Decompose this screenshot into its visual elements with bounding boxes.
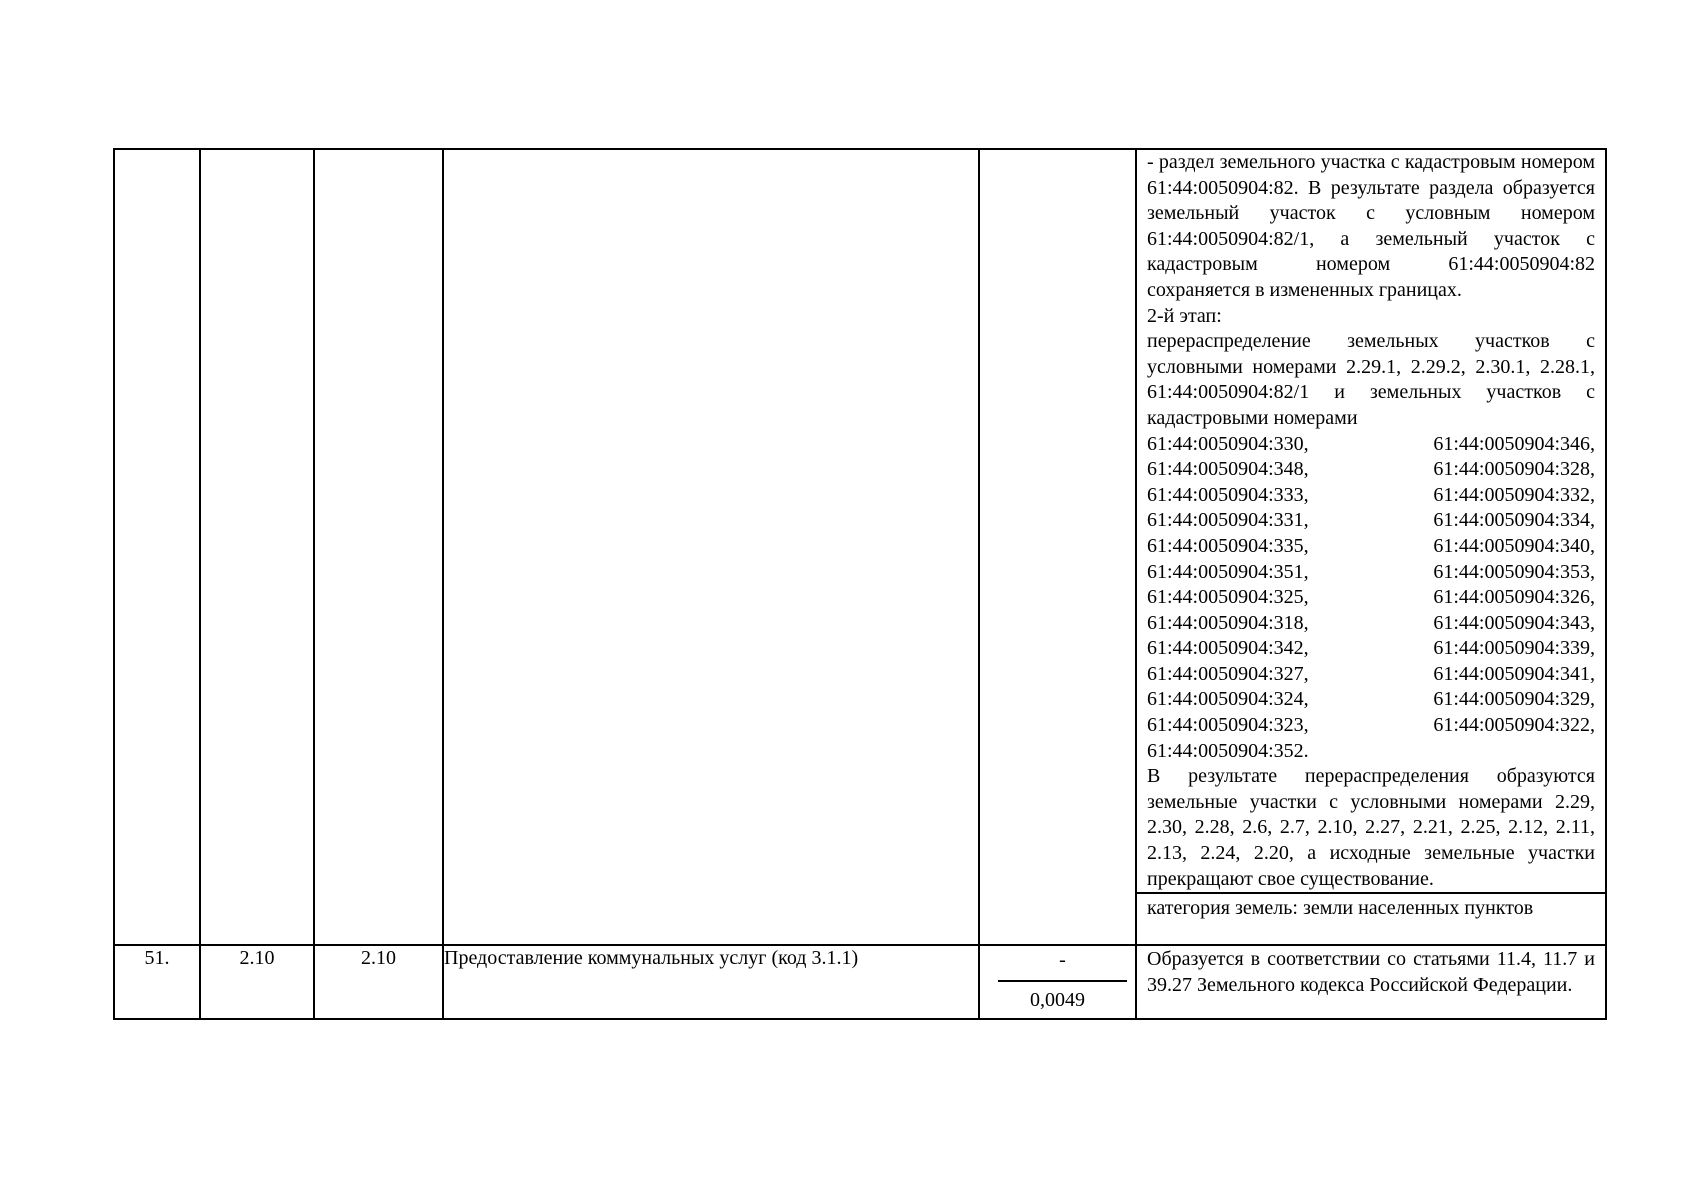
cadastral-row <box>1147 432 1595 458</box>
table-row <box>114 149 1606 945</box>
cadastral-row <box>1147 585 1595 611</box>
cadastral-number: 61:44:0050904:342, <box>1147 637 1309 660</box>
cadastral-number: 61:44:0050904:348, <box>1147 458 1309 481</box>
table-row <box>114 945 1606 1019</box>
cadastral-number: 61:44:0050904:330, <box>1147 432 1309 455</box>
stage2-text: перераспределение земельных участков с условными номерами 2.29.1, 2.29.2, 2.30.1, 2.28.1, 61:44:0050904:82/1 и земельных участков с кадастровыми номерами <box>1147 330 1595 429</box>
formation-description: Образуется в соответствии со статьями 11.4, 11.7 и 39.27 Земельного кодекса Российской Федерации. <box>1147 948 1595 996</box>
cadastral-row <box>1147 713 1595 739</box>
area-new: 0,0049 <box>1030 989 1085 1012</box>
cadastral-number: 61:44:0050904:328, <box>1433 458 1595 481</box>
land-plots-table <box>113 148 1607 1020</box>
cadastral-number: 61:44:0050904:324, <box>1147 688 1309 711</box>
cadastral-row <box>1147 534 1595 560</box>
cadastral-number: 61:44:0050904:329, <box>1433 688 1595 711</box>
cadastral-number: 61:44:0050904:340, <box>1433 534 1595 557</box>
stage1-text: - раздел земельного участка с кадастровым номером 61:44:0050904:82. В результате раздела образуется земельный участок с условным номером 61:44:0050904:82/1, а земельный участок с кадастровым номером 61:44:0050904:82 сохраняется в измененных границах. <box>1147 151 1595 301</box>
area-cell <box>979 945 1136 1019</box>
cadastral-number: 61:44:0050904:334, <box>1433 509 1595 532</box>
permitted-use-cell <box>443 149 979 945</box>
conditional-number-cell <box>200 149 314 945</box>
permitted-use: Предоставление коммунальных услуг (код 3.1.1) <box>443 945 979 1019</box>
cadastral-number: 61:44:0050904:346, <box>1433 432 1595 455</box>
cadastral-number: 61:44:0050904:331, <box>1147 509 1309 532</box>
row-number: 51. <box>114 945 200 1019</box>
cadastral-number: 61:44:0050904:332, <box>1433 483 1595 506</box>
cadastral-number-list <box>1147 432 1595 739</box>
cadastral-number: 61:44:0050904:339, <box>1433 637 1595 660</box>
cadastral-number: 61:44:0050904:333, <box>1147 483 1309 506</box>
cadastral-number: 61:44:0050904:323, <box>1147 714 1309 737</box>
cadastral-number: 61:44:0050904:318, <box>1147 611 1309 634</box>
description-cell <box>1136 149 1606 945</box>
cadastral-row <box>1147 483 1595 509</box>
description-cell <box>1136 945 1606 1019</box>
cadastral-number: 61:44:0050904:343, <box>1433 611 1595 634</box>
cadastral-number: 61:44:0050904:341, <box>1433 662 1595 685</box>
cadastral-number: 61:44:0050904:326, <box>1433 586 1595 609</box>
stage2-heading: 2-й этап: <box>1147 304 1222 327</box>
area-cell <box>979 149 1136 945</box>
area-existing: - <box>998 946 1127 982</box>
cadastral-row <box>1147 508 1595 534</box>
land-category: категория земель: земли населенных пунктов <box>1137 892 1605 944</box>
cadastral-row <box>1147 560 1595 586</box>
cadastral-number: 61:44:0050904:335, <box>1147 534 1309 557</box>
cadastral-number: 61:44:0050904:322, <box>1433 714 1595 737</box>
cadastral-number: 61:44:0050904:325, <box>1147 586 1309 609</box>
cadastral-number: 61:44:0050904:353, <box>1433 560 1595 583</box>
result-text: В результате перераспределения образуются земельные участки с условными номерами 2.29, 2.30, 2.28, 2.6, 2.7, 2.10, 2.27, 2.21, 2.25, 2.12, 2.11, 2.13, 2.24, 2.20, а исходные земельные участки прекращают свое существование. <box>1147 765 1595 890</box>
number-cell <box>114 149 200 945</box>
cadastral-number: 61:44:0050904:327, <box>1147 662 1309 685</box>
description-block <box>1137 150 1605 892</box>
cadastral-last: 61:44:0050904:352. <box>1147 739 1309 762</box>
conditional-number-2-cell <box>314 149 443 945</box>
cadastral-row <box>1147 636 1595 662</box>
conditional-number: 2.10 <box>200 945 314 1019</box>
cadastral-row <box>1147 457 1595 483</box>
cadastral-number: 61:44:0050904:351, <box>1147 560 1309 583</box>
cadastral-row <box>1147 687 1595 713</box>
cadastral-row <box>1147 662 1595 688</box>
cadastral-row <box>1147 611 1595 637</box>
conditional-number-2: 2.10 <box>314 945 443 1019</box>
